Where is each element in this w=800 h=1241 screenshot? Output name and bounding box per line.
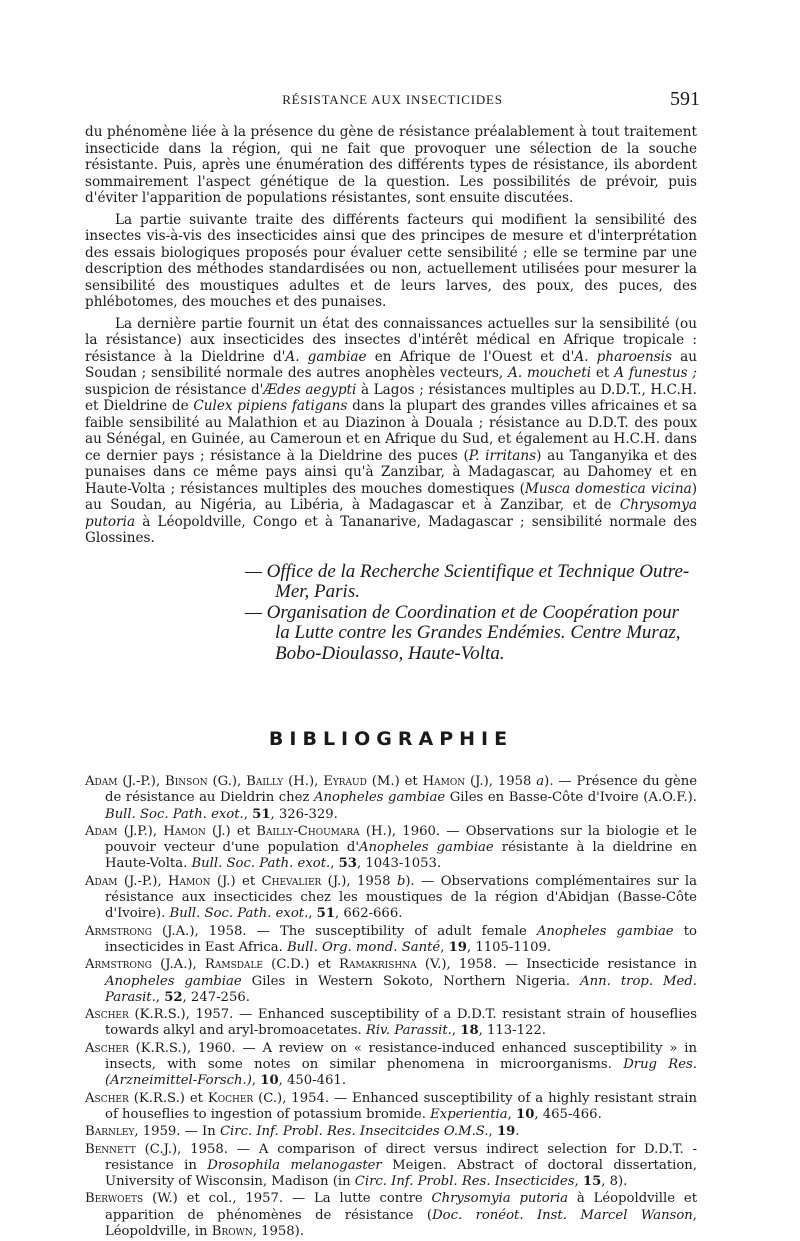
- text-run: , 1043-1053.: [356, 856, 442, 872]
- abstract-paragraphs: [85, 124, 697, 547]
- italic-run: Ædes aegypti: [263, 381, 357, 398]
- affiliation: — Office de la Recherche Scientifique et Technique Outre-Mer, Paris.: [245, 560, 690, 602]
- text-run: ) au Tanganyika et des punaises dans ce même pays ainsi qu'à Zanzibar, à Madagascar, au Dahomey et en Haute-Volta ; résistances multiples des mouches domestiques (: [85, 447, 697, 497]
- text-run: (W.) et col., 1957. — La lutte contre: [143, 1191, 432, 1207]
- text-run: à Léopoldville, Congo et à Tananarive, Madagascar ; sensibilité normale des Glossines.: [85, 513, 697, 546]
- text-run: , 247-256.: [182, 989, 250, 1005]
- affiliations: [85, 562, 697, 665]
- bold-run: 19: [448, 939, 467, 955]
- text-run: (G.),: [207, 774, 247, 789]
- text-run: Giles in Western Sokoto, Northern Nigeria.: [241, 973, 581, 989]
- italic-run: Riv. Parassit.: [365, 1023, 452, 1039]
- bold-run: 10: [260, 1073, 279, 1089]
- text-run: , 662-666.: [335, 906, 403, 922]
- smallcaps-run: Hamon: [163, 823, 206, 839]
- smallcaps-run: Berwoets: [85, 1191, 144, 1207]
- text-run: La dernière partie fournit un état des connaissances actuelles sur la sensibilité (ou la résistance) aux insecticides des insectes d'intérêt médical en Afrique tropicale : résistance à la Dieldrine d': [85, 315, 697, 365]
- text-run: , 465-466.: [534, 1106, 602, 1122]
- article-body: [85, 124, 697, 1241]
- reference-entry: [85, 1142, 697, 1191]
- smallcaps-run: Barnley: [85, 1124, 135, 1140]
- bold-run: 10: [516, 1106, 535, 1122]
- smallcaps-run: Ramsdale: [204, 957, 263, 973]
- text-run: , Léopoldville, in: [105, 1207, 697, 1240]
- smallcaps-run: Adam: [85, 774, 118, 789]
- text-run: ,: [488, 1124, 497, 1140]
- text-run: à Léopoldville et apparition de phénomènes de résistance (: [105, 1191, 697, 1223]
- smallcaps-run: Bailly-Choumara: [256, 823, 360, 839]
- italic-run: Anopheles gambiae: [314, 790, 446, 806]
- text-run: , 1105-1109.: [466, 939, 552, 955]
- reference-entry: [85, 824, 697, 873]
- smallcaps-run: Armstrong: [85, 923, 152, 939]
- text-run: (C.D.) et: [263, 957, 340, 973]
- smallcaps-run: Ascher: [85, 1090, 129, 1106]
- text-run: ,: [330, 856, 339, 872]
- reference-entry: [85, 1041, 697, 1090]
- affiliation: — Organisation de Coordination et de Coopération pour la Lutte contre les Grandes Endémies. Centre Muraz, Bobo-Dioulasso, Haute-Volta.: [245, 601, 681, 664]
- italic-run: Experientia: [430, 1106, 508, 1122]
- bold-run: 51: [252, 806, 271, 822]
- reference-entry: [85, 774, 697, 823]
- text-run: (J.), 1958: [465, 774, 537, 789]
- text-run: , 1958).: [252, 1224, 305, 1240]
- italic-run: A. pharoensis: [574, 348, 673, 365]
- italic-run: Anopheles gambiae: [105, 973, 242, 989]
- italic-run: Ann. trop. Med. Parasit.: [105, 973, 697, 1005]
- text-run: (J.A.),: [151, 957, 205, 973]
- text-run: ,: [243, 806, 253, 822]
- text-run: (K.R.S.), 1960. — A review on « resistance-induced enhanced susceptibility » in insects, with some notes on similar phenomena in microorganisms.: [105, 1040, 697, 1073]
- text-run: à Lagos ; résistances multiples au D.D.T., H.C.H. et Dieldrine de: [85, 381, 697, 414]
- text-run: (J.-P.),: [117, 774, 166, 789]
- running-title: RÉSISTANCE AUX INSECTICIDES: [282, 92, 503, 107]
- text-run: au Soudan ; sensibilité normale des autres anophèles vecteurs,: [85, 348, 698, 381]
- text-run: résistante à la dieldrine en Haute-Volta.: [105, 840, 697, 872]
- running-header: [85, 88, 700, 112]
- text-run: ,: [251, 1073, 261, 1089]
- italic-run: A. gambiae: [285, 348, 367, 365]
- text-run: (J.), 1958: [321, 873, 397, 889]
- text-run: ). — Observations complémentaires sur la résistance aux insecticides chez les moustiques de la région d'Abidjan (Basse-Côte d'Ivoire).: [105, 873, 698, 922]
- italic-run: Anopheles gambiae: [358, 840, 494, 856]
- text-run: ,: [451, 1023, 461, 1039]
- text-run: , 450-461.: [278, 1073, 347, 1089]
- smallcaps-run: Binson: [165, 774, 208, 789]
- smallcaps-run: Hamon: [422, 774, 466, 789]
- text-run: (K.R.S.), 1957. — Enhanced susceptibility of a D.D.T. resistant strain of houseflies towards alkyl and aryl-bromoacetates.: [105, 1007, 697, 1039]
- smallcaps-run: Bailly: [246, 774, 284, 789]
- bold-run: 15: [582, 1174, 602, 1190]
- bold-run: 19: [496, 1124, 516, 1140]
- italic-run: P. irritans: [468, 447, 537, 464]
- text-run: Giles en Basse-Côte d'Ivoire (A.O.F.).: [445, 790, 697, 806]
- smallcaps-run: Bennett: [85, 1141, 136, 1157]
- smallcaps-run: Chevalier: [261, 873, 322, 889]
- text-run: (V.), 1958. — Insecticide resistance in: [416, 957, 697, 973]
- text-run: (J.-P.),: [117, 873, 169, 889]
- bold-run: 52: [164, 989, 183, 1005]
- italic-run: Bull. Soc. Path. exot.: [169, 906, 309, 922]
- smallcaps-run: Hamon: [168, 873, 211, 889]
- paragraph: [85, 212, 697, 311]
- italic-run: Culex pipiens fatigans: [193, 398, 348, 414]
- text-run: (J.A.), 1958. — The susceptibility of adult female: [151, 923, 537, 939]
- reference-list: [85, 774, 697, 1240]
- text-run: du phénomène liée à la présence du gène de résistance préalablement à tout traitement insecticide dans la région, qui ne fait que provoquer une sélection de la souche résistante. Puis, après une énumération des différents types de résistance, ils abordent sommairement l'aspect génétique de la question. Les possibilités de prévoir, puis d'éviter l'apparition de populations résistantes, sont ensuite discutées.: [85, 124, 697, 206]
- italic-run: Anopheles gambiae: [536, 923, 674, 939]
- text-run: (J.) et: [205, 823, 257, 839]
- reference-entry: [85, 1124, 697, 1140]
- italic-run: Bull. Soc. Path. exot.: [105, 806, 244, 822]
- text-run: (C.), 1954. — Enhanced susceptibility of a highly resistant strain of houseflies to ingestion of potassium bromide.: [105, 1090, 697, 1122]
- paragraph: [85, 124, 697, 207]
- text-run: (C.J.), 1958. — A comparison of direct versus indirect selection for D.D.T. - resistance in: [105, 1141, 697, 1173]
- paragraph: [85, 316, 697, 547]
- text-run: ,: [574, 1174, 583, 1190]
- smallcaps-run: Brown: [211, 1224, 253, 1240]
- text-run: La partie suivante traite des différents facteurs qui modifient la sensibilité des insectes vis-à-vis des insecticides ainsi que des principes de mesure et d'interprétation des essais biologiques proposés pour évaluer cette sensibilité ; elle se termine par une description des méthodes standardisées ou non, actuellement utilisées pour mesurer la sensibilité des moustiques adultes et de leurs larves, des poux, des puces, des phlébotomes, des mouches et des punaises.: [85, 211, 697, 310]
- smallcaps-run: Adam: [85, 873, 118, 889]
- reference-entry: [85, 1091, 697, 1124]
- italic-run: b: [396, 873, 406, 889]
- smallcaps-run: Ascher: [85, 1007, 129, 1023]
- italic-run: Bull. Org. mond. Santé: [286, 939, 441, 955]
- text-run: ) au Soudan, au Nigéria, au Libéria, à Madagascar et à Zanzibar, et de: [85, 480, 697, 513]
- italic-run: Chrysomya putoria: [85, 497, 697, 530]
- italic-run: Chrysomyia putoria: [431, 1191, 569, 1207]
- text-run: suspicion de résistance d': [85, 381, 264, 398]
- text-run: (J.P.),: [117, 823, 164, 839]
- text-run: en Afrique de l'Ouest et d': [366, 348, 575, 365]
- smallcaps-run: Kocher: [207, 1090, 254, 1106]
- italic-run: Drug Res. (Arzneimittel-Forsch.): [105, 1057, 697, 1089]
- text-run: ,: [440, 939, 449, 955]
- italic-run: a: [536, 774, 545, 789]
- reference-entry: [85, 874, 697, 923]
- bold-run: 18: [460, 1023, 479, 1039]
- text-run: .: [515, 1124, 520, 1140]
- text-run: , 1959. — In: [134, 1124, 220, 1140]
- text-run: , 326-329.: [270, 806, 338, 822]
- text-run: Meigen. Abstract of doctoral dissertation, University of Wisconsin, Madison (in: [105, 1157, 697, 1190]
- page-number: 591: [670, 88, 700, 110]
- italic-run: Circ. Inf. Probl. Res. Insecitcides O.M.S.: [219, 1124, 489, 1140]
- smallcaps-run: Ramakrishna: [339, 957, 417, 973]
- text-run: (K.R.S.) et: [128, 1090, 208, 1106]
- text-run: ,: [308, 906, 317, 922]
- italic-run: Musca domestica vicina: [524, 480, 692, 497]
- bibliography-heading: BIBLIOGRAPHIE: [268, 728, 514, 750]
- text-run: ,: [507, 1106, 517, 1122]
- text-run: , 113-122.: [478, 1023, 546, 1039]
- text-run: to insecticides in East Africa.: [105, 923, 697, 955]
- text-run: , 8).: [601, 1174, 628, 1190]
- reference-entry: [85, 1191, 697, 1240]
- bold-run: 51: [316, 906, 336, 922]
- text-run: (H.),: [283, 774, 324, 789]
- smallcaps-run: Ascher: [85, 1040, 129, 1056]
- italic-run: Doc. ronéot. Inst. Marcel Wanson: [432, 1207, 693, 1223]
- smallcaps-run: Adam: [85, 823, 118, 839]
- reference-entry: [85, 924, 697, 957]
- text-run: (H.), 1960. — Observations sur la biologie et le pouvoir vecteur d'une population d': [105, 823, 697, 856]
- text-run: (M.) et: [366, 774, 423, 789]
- bold-run: 53: [338, 856, 357, 872]
- text-run: ,: [155, 989, 165, 1005]
- italic-run: Circ. Inf. Probl. Res. Insecticides: [354, 1174, 575, 1190]
- text-run: et: [591, 365, 615, 381]
- italic-run: A. moucheti: [508, 365, 592, 381]
- smallcaps-run: Eyraud: [323, 774, 367, 789]
- text-run: ). — Présence du gène de résistance au Dieldrin chez: [105, 774, 697, 806]
- text-run: dans la plupart des grandes villes africaines et sa faible sensibilité au Malathion et au Diazinon à Douala ; résistance au D.D.T. des poux au Sénégal, en Guinée, au Cameroun et en Afrique du Sud, et également au H.C.H. dans ce dernier pays ; résistance à la Dieldrine des puces (: [85, 398, 697, 464]
- italic-run: Drosophila melanogaster: [207, 1157, 382, 1173]
- text-run: (J.) et: [210, 873, 262, 889]
- reference-entry: [85, 957, 697, 1006]
- italic-run: A funestus ;: [614, 365, 698, 381]
- italic-run: Bull. Soc. Path. exot.: [191, 856, 331, 872]
- reference-entry: [85, 1007, 697, 1040]
- smallcaps-run: Armstrong: [85, 957, 152, 973]
